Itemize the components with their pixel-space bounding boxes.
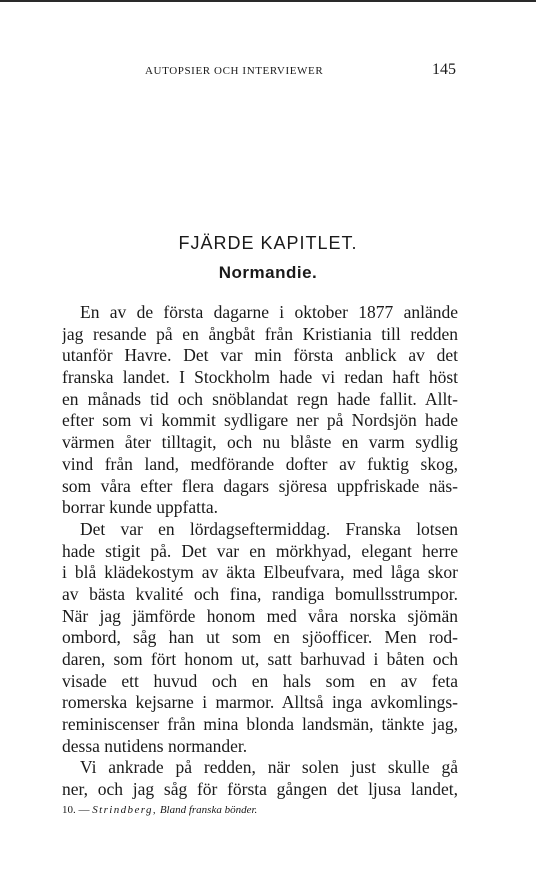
text-line: av bästa kvalité och fina, randiga bomullsstrumpor. <box>62 583 458 604</box>
chapter-title: FJÄRDE KAPITLET. <box>178 233 358 253</box>
text-line: reminiscenser från mina blonda landsmän, tänkte jag, <box>62 714 458 735</box>
text-line: i blå klädekostym av äkta Elbeufvara, med låga skor <box>62 562 458 583</box>
text-line: vind från land, medförande dofter av fuktig skog, <box>62 453 458 474</box>
body-text <box>62 302 458 801</box>
text-line: borrar kunde uppfatta. <box>62 497 218 518</box>
text-line: värmen åter tilltagit, och nu blåste en varm sydlig <box>62 432 458 453</box>
top-edge-rule <box>0 0 536 2</box>
signature-line <box>62 803 257 817</box>
section-title: Normandie. <box>218 263 318 282</box>
text-line: När jag jämförde honom med våra norska sjömän <box>62 605 458 626</box>
text-line: Det var en lördagseftermiddag. Franska lotsen <box>80 518 458 539</box>
signature-work: Bland franska bönder. <box>159 804 258 816</box>
text-line: utanför Havre. Det var min första anblick av det <box>62 345 458 366</box>
page-number: 145 <box>432 61 456 78</box>
signature-author: Strindberg, <box>92 804 158 816</box>
text-line: dessa nutidens normander. <box>62 735 248 756</box>
text-line: efter som vi kommit sydligare ner på Nordsjön hade <box>62 410 458 431</box>
text-line: hade stigit på. Det var en mörkhyad, elegant herre <box>62 540 458 561</box>
text-line: En av de första dagarne i oktober 1877 anlände <box>80 302 458 322</box>
running-header: AUTOPSIER OCH INTERVIEWER <box>145 65 324 77</box>
text-line: ner, och jag såg för första gången det ljusa landet, <box>62 779 458 800</box>
text-line: romerska kejsarne i marmor. Alltså inga avkomlings- <box>62 692 458 713</box>
text-line: jag resande på en ångbåt från Kristiania till redden <box>62 323 458 344</box>
text-line: franska landet. I Stockholm hade vi redan haft höst <box>62 367 458 388</box>
text-line: Vi ankrade på redden, när solen just skulle gå <box>80 757 458 778</box>
text-line: en månads tid och snöblandat regn hade fallit. Allt- <box>62 388 458 409</box>
sheet-number: 10. — <box>62 804 90 816</box>
text-line: visade ett huvud och en hals som en av feta <box>62 670 458 691</box>
text-line: som våra efter flera dagars sjöresa uppfriskade näs- <box>62 475 458 496</box>
text-line: daren, som fört honom ut, satt barhuvad i båten och <box>62 649 458 669</box>
text-line: ombord, såg han ut som en sjöofficer. Men rod- <box>62 627 458 648</box>
